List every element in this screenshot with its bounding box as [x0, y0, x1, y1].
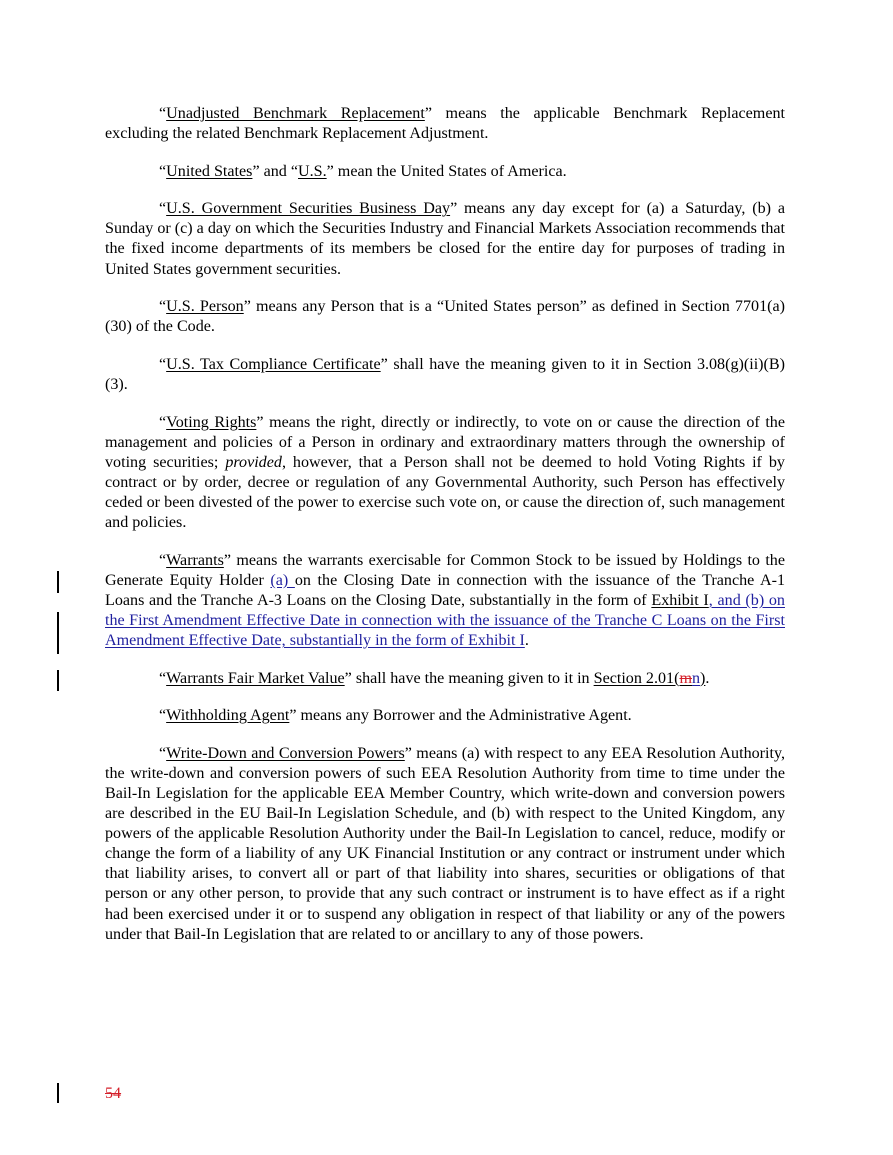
definition-write-down-and-conversion-powers: “Write-Down and Conversion Powers” means (a) with respect to any EEA Resolution Authority, the write-down and conversion powers of such EEA Resolution Authority from time to time under the Bail-In Legislation for the applicable EEA Member Country, which write-down and conversion powers are described in the EU Bail-In Legislation Schedule, and (b) with respect to the United Kingdom, any powers of the applicable Resolution Authority under the Bail-In Legislation to cancel, reduce, modify or change the form of a liability of any UK Financial Institution or any contract or instrument under which that liability arises, to convert all or part of that liability into shares, securities or obligations of that person or any other person, to provide that any such contract or instrument is to have effect as if a right had been exercised under it or to suspend any obligation in respect of that liability or any of the powers under that Bail-In Legislation that are related to or ancillary to any of those powers.: [105, 744, 785, 943]
definition-us-person: “U.S. Person” means any Person that is a “United States person” as defined in Section 7701(a)(30) of the Code.: [105, 298, 785, 336]
definition-warrants: “Warrants” means the warrants exercisable for Common Stock to be issued by Holdings to the Generate Equity Holder (a) on the Closing Date in connection with the issuance of the Tranche A-1 Loans and the Tranche A-3 Loans on the Closing Date, substantially in the form of Exhibit I, and (b) on the First Amendment Effective Date in connection with the issuance of the Tranche C Loans on the First Amendment Effective Date, substantially in the form of Exhibit I.: [105, 551, 786, 649]
defined-term: Withholding Agent: [166, 707, 290, 725]
definition-united-states: “United States” and “U.S.” mean the United States of America.: [159, 162, 567, 180]
exhibit-reference: Exhibit I: [651, 591, 709, 609]
italic-proviso: provided: [225, 453, 282, 471]
deleted-text: m: [679, 669, 692, 687]
inserted-text: (a): [270, 571, 295, 589]
change-bar-wfmv: [57, 670, 59, 691]
page-number: 54: [105, 1085, 122, 1102]
defined-term: Voting Rights: [166, 413, 257, 431]
definition-warrants-fair-market-value: “Warrants Fair Market Value” shall have the meaning given to it in Section 2.01(mn).: [159, 669, 710, 687]
defined-term: Warrants Fair Market Value: [166, 669, 345, 687]
definition-unadjusted-benchmark-replacement: “Unadjusted Benchmark Replacement” means the applicable Benchmark Replacement excluding the related Benchmark Replacement Adjustment.: [105, 105, 785, 143]
definition-us-tax-compliance-certificate: “U.S. Tax Compliance Certificate” shall have the meaning given to it in Section 3.08(g)(ii)(B)(3).: [105, 355, 785, 393]
defined-term: U.S. Tax Compliance Certificate: [166, 355, 381, 373]
definition-us-government-securities-business-day: “U.S. Government Securities Business Day” means any day except for (a) a Saturday, (b) a Sunday or (c) a day on which the Securities Industry and Financial Markets Association recommends that the fixed income departments of its members be closed for the entire day for purposes of trading in United States government securities.: [105, 200, 786, 278]
defined-term: Write-Down and Conversion Powers: [166, 744, 405, 762]
inserted-text: , and (b) on the First Amendment Effective Date in connection with the issuance of the Tranche C Loans on the First Amendment Effective Date, substantially in the form of Exhibit I: [105, 591, 785, 649]
defined-term: U.S. Government Securities Business Day: [166, 200, 451, 218]
document-body: [105, 104, 785, 962]
defined-term: United States: [166, 162, 253, 180]
defined-term: U.S. Person: [166, 298, 244, 316]
change-bar-warrants-1: [57, 571, 59, 593]
defined-term: U.S.: [298, 162, 327, 180]
change-bar-page-number: [57, 1083, 59, 1103]
definition-withholding-agent: “Withholding Agent” means any Borrower and the Administrative Agent.: [159, 707, 632, 725]
change-bar-warrants-2: [57, 612, 59, 654]
defined-term: Warrants: [166, 551, 224, 569]
defined-term: Unadjusted Benchmark Replacement: [166, 105, 425, 122]
definition-voting-rights: “Voting Rights” means the right, directly or indirectly, to vote on or cause the direction of the management and policies of a Person in ordinary and extraordinary matters through the ownership of voting securities; provided, however, that a Person shall not be deemed to hold Voting Rights if by contract or by order, decree or regulation of any Governmental Authority, such Person has effectively ceded or been divested of the power to exercise such vote on, or cause the direction of, such management and policies.: [105, 413, 785, 531]
section-reference: Section 2.01(mn): [593, 669, 706, 687]
inserted-text: n: [691, 669, 701, 687]
